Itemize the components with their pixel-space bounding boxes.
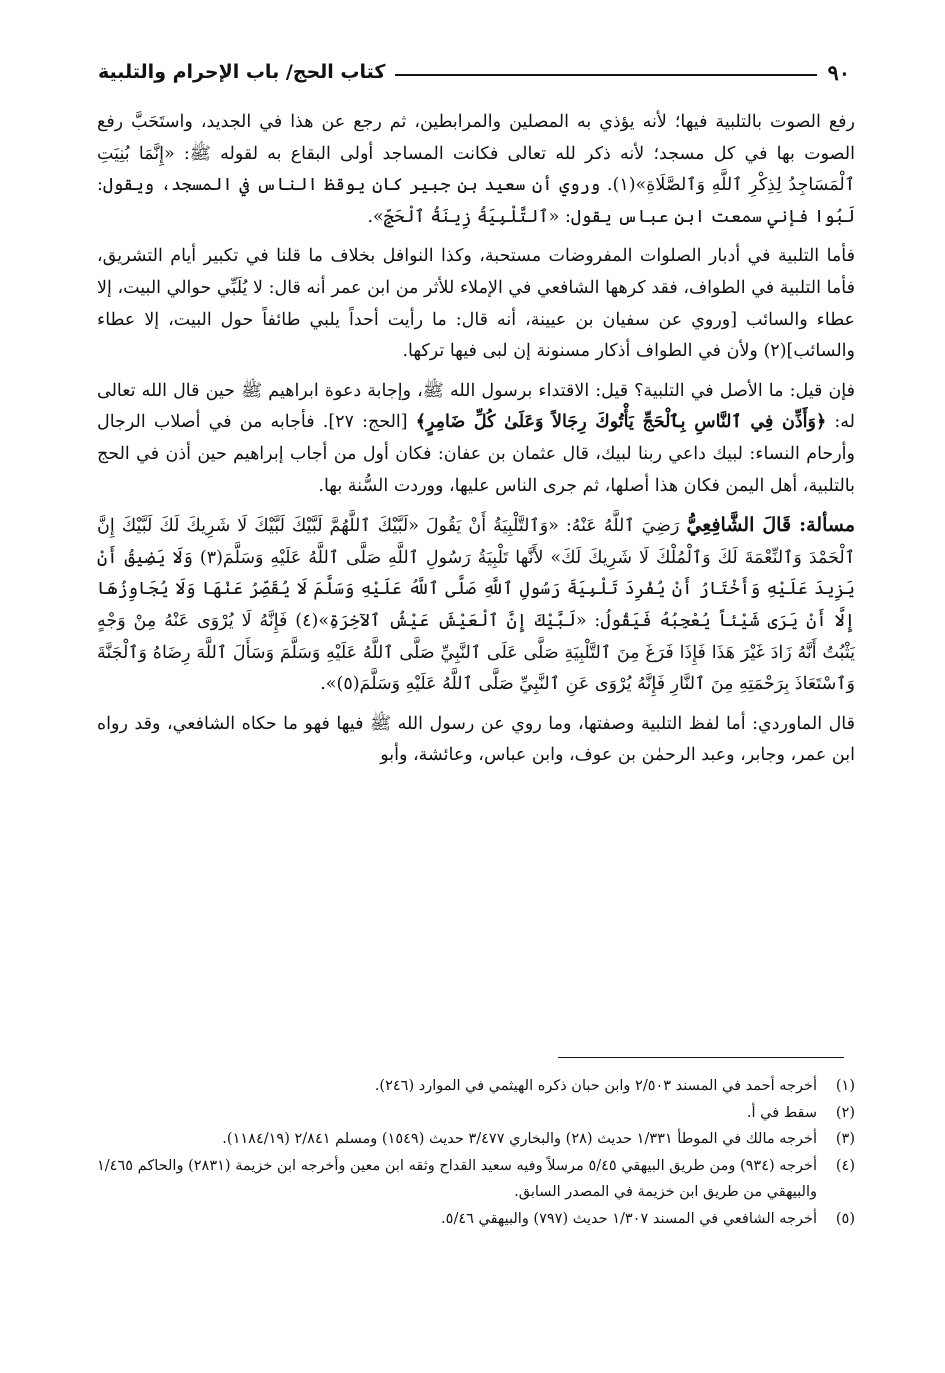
- paragraph-5: [97, 709, 855, 772]
- running-title: كتاب الحج/ باب الإحرام والتلبية: [98, 61, 386, 83]
- footnote-number: (٢): [835, 1104, 855, 1121]
- paragraph-text: رفع الصوت بالتلبية فيها؛ لأنه يؤذي به المصلين والمرابطين، ثم رجع عن هذا في الجديد، واستَحَبَّ رفع الصوت بها في كل مسجد؛ لأنه ذكر لله تعالى فكانت المساجد أولى البقاع به لقوله ﷺ: «إِنَّمَا بُنِيَتِ ٱلْمَسَاجِدُ لِذِكْرِ ٱللَّهِ وَٱلصَّلَاةِ»(١). وروي أن سعيد بن جبير كان يوقظ الناس في المسجد، ويقول: لَبُوا فإني سمعت ابن عباس يقول: «ٱلتَّلْبِيَةُ زِينَةُ ٱلْحَجِّ».: [97, 112, 855, 227]
- page-header: [98, 54, 850, 90]
- paragraph-3: [97, 376, 855, 502]
- page-number: ٩٠: [827, 59, 850, 85]
- paragraph-1: [97, 107, 855, 233]
- paragraph-text: فإن قيل: ما الأصل في التلبية؟ قيل: الاقتداء برسول الله ﷺ، وإجابة دعوة ابراهيم ﷺ حين قال الله تعالى له:: [97, 380, 856, 433]
- paragraph-text: قال الماوردي: أما لفظ التلبية وصفتها، وما روي عن رسول الله ﷺ فيها فهو ما حكاه الشافعي، وقد رواه ابن عمر، وجابر، وعبد الرحمٰن بن عوف، وابن عباس، وعائشة، وأبو: [97, 713, 855, 766]
- footnote: [97, 1126, 855, 1153]
- footnote: [97, 1153, 855, 1206]
- main-text: [97, 107, 855, 780]
- footnote-number: (٥): [835, 1210, 855, 1227]
- footnote-text: سقط في أ.: [746, 1104, 817, 1121]
- footnote-number: (٣): [835, 1131, 855, 1147]
- paragraph-2: [97, 241, 855, 367]
- footnote-text: أخرجه الشافعي في المسند ١/٣٠٧ حديث (٧٩٧) والبيهقي ٥/٤٦.: [441, 1210, 817, 1227]
- footnote-separator: [558, 1057, 844, 1058]
- paragraph-4-masala: [97, 510, 855, 701]
- footnote: [97, 1206, 855, 1233]
- footnote-text: أخرجه مالك في الموطأ ١/٣٣١ حديث (٢٨) والبخاري ٣/٤٧٧ حديث (١٥٤٩) ومسلم ٢/٨٤١ (١١٨٤/١٩).: [222, 1131, 817, 1147]
- paragraph-text: فأما التلبية في أدبار الصلوات المفروضات مستحبة، وكذا النوافل بخلاف ما قلنا في تكبير أيام التشريق، فأما التلبية في الطواف، فقد كرهها الشافعي في الإملاء للأثر من ابن عمر أنه قال: لا يُلَبِّي حوالي البيت، إلا عطاء والسائب [وروي عن سفيان بن عيينة، أنه قال: ما رأيت أحداً يلبي طائفاً حول البيت، إلا عطاء والسائب](٢) ولأن في الطواف أذكار مسنونة إن لبى فيها تركها.: [97, 246, 855, 362]
- footnote: [97, 1100, 855, 1127]
- shafii-quote: رَضِيَ ٱللَّهُ عَنْهُ: «وَٱلتَّلْبِيَةُ أَنْ يَقُولَ «لَبَّيْكَ ٱللَّهُمَّ لَبَّيْكَ لَبَّيْكَ لَا شَرِيكَ لَكَ لَبَّيْكَ إِنَّ ٱلْحَمْدَ وَٱلنِّعْمَةَ لَكَ وَٱلْمُلْكَ لَا شَرِيكَ لَكَ» لأَنَّها تَلْبِيَةُ رَسُولِ ٱللَّهِ صَلَّى ٱللَّهُ عَلَيْهِ وَسَلَّمَ(٣) وَلَا يَضِيقُ أَنْ يَزِيدَ عَلَيْهِ وَأَخْتَارُ أَنْ يُفْرِدَ تَلْبِيَةَ رَسُولِ ٱللَّهِ صَلَّى ٱللَّهُ عَلَيْهِ وَسَلَّمَ لَا يُقَصِّرُ عَنْهَا وَلَا يُجَاوِزُهَا إِلَّا أَنْ يَرَى شَيْئاً يُعْجِبُهُ فَيَقُولُ: «لَبَّيْكَ إِنَّ ٱلْعَيْشَ عَيْشُ ٱلآخِرَةِ»(٤) فَإِنَّهُ لَا يُرْوَى عَنْهُ مِنْ وَجْهٍ يَثْبُتُ أَنَّهُ زَادَ غَيْرَ هَذَا فَإِذَا فَرَغَ مِنَ ٱلتَّلْبِيَةِ صَلَّى عَلَى ٱلنَّبِيِّ صَلَّى ٱللَّهُ عَلَيْهِ وَسَلَّمَ وَسَأَلَ ٱللَّهَ رِضَاهُ وَٱلْجَنَّةَ وَٱسْتَعَاذَ بِرَحْمَتِهِ مِنَ ٱلنَّارِ فَإِنَّهُ يُرْوَى عَنِ ٱلنَّبِيِّ صَلَّى ٱللَّهُ عَلَيْهِ وَسَلَّمَ(٥)».: [97, 516, 856, 695]
- header-rule: [395, 74, 817, 76]
- footnote-number: (١): [835, 1078, 855, 1094]
- footnote-text: أخرجه أحمد في المسند ٢/٥٠٣ وابن حبان ذكره الهيثمي في الموارد (٢٤٦).: [374, 1078, 817, 1094]
- footnote-text: أخرجه (٩٣٤) ومن طريق البيهقي ٥/٤٥ مرسلاً وفيه سعيد القداح وثقه ابن معين وأخرجه ابن خزيمة (٢٨٣١) والحاكم ١/٤٦٥ والبيهقي من طريق ابن خزيمة في المصدر السابق.: [97, 1157, 818, 1200]
- footnotes: [97, 1073, 855, 1232]
- footnote: [97, 1073, 855, 1100]
- quran-verse: ﴿وَأَذِّن فِي ٱلنَّاسِ بِٱلْحَجِّ يَأْتُوكَ رِجَالاً وَعَلَىٰ كُلِّ ضَامِرٍ﴾: [415, 412, 827, 433]
- masala-heading: مسألة: قَالَ الشَّافِعِيُّ: [686, 514, 855, 537]
- paragraph-text: [الحج: ٢٧]. فأجابه من في أصلاب الرجال وأرحام النساء: لبيك داعي ربنا لبيك، قال عثمان بن عفان: فكان أول من أجاب إبراهيم حين أذن في الحج بالتلبية، أهل اليمن فكان هذا أصلها، ثم جرى الناس عليها، ووردت السُّنة بها.: [97, 412, 855, 496]
- footnote-number: (٤): [835, 1157, 855, 1174]
